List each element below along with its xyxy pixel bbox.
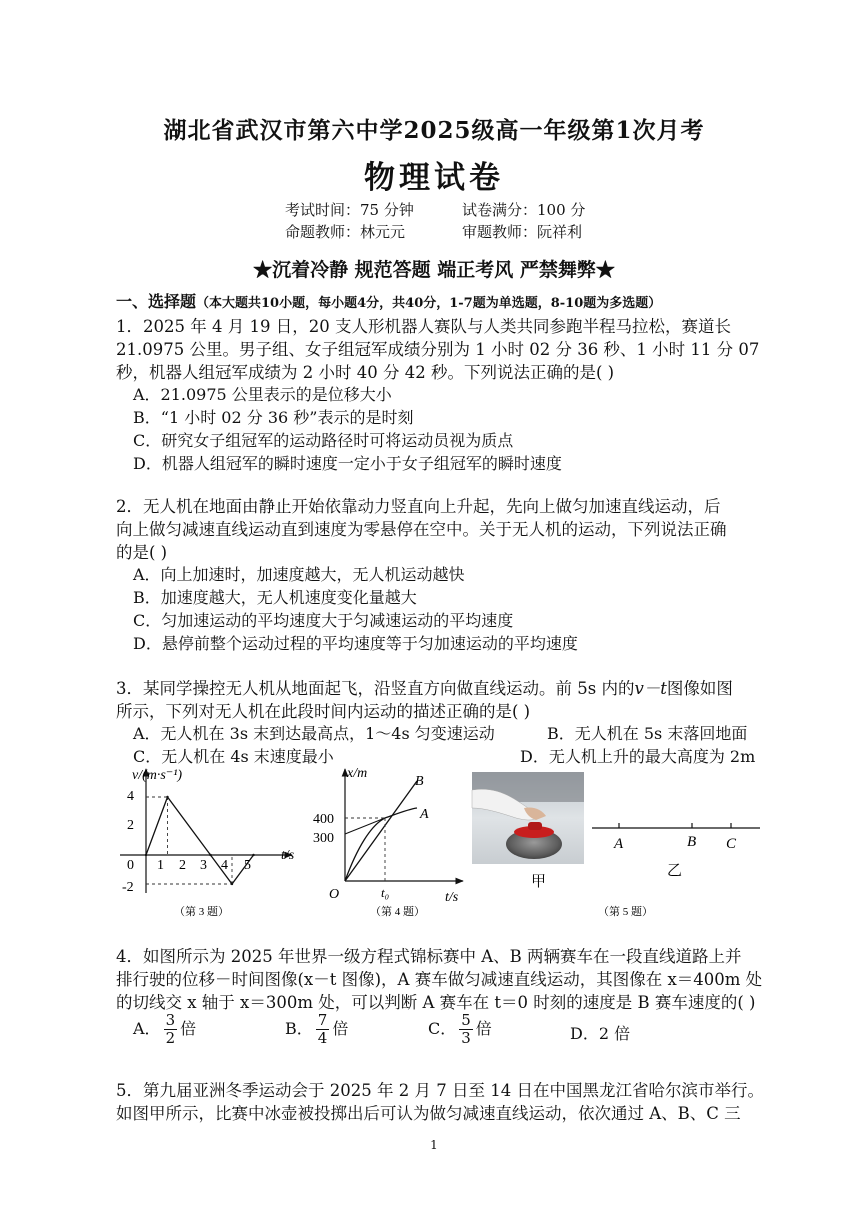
fig4-ylabel-400: 400 <box>313 812 334 827</box>
q3-option-b: B．无人机在 5s 末落回地面 <box>547 724 748 743</box>
section-heading <box>116 289 661 312</box>
q5-line-1: 5．第九届亚洲冬季运动会于 2025 年 2 月 7 日至 14 日在中国黑龙江省哈尔滨市举行。 <box>116 1081 764 1100</box>
fig3-point-2 <box>209 854 211 856</box>
fig3-caption: （第 3 题） <box>174 906 229 918</box>
exam-motto: ★沉着冷静 规范答题 端正考风 严禁舞弊★ <box>253 259 615 281</box>
q4-option-d: D．2 倍 <box>570 1024 631 1043</box>
q3-line-1: 3．某同学操控无人机从地面起飞，沿竖直方向做直线运动。前 5s 内的v－t图像如图 <box>116 679 733 698</box>
q4-option-c-fraction: $\frac{5}{3}$ <box>461 1011 471 1047</box>
fig5-figure <box>468 768 768 923</box>
full-score: 试卷满分：100 分 <box>462 201 586 219</box>
q2-line-1: 2．无人机在地面由静止开始依靠动力竖直向上升起，先向上做匀加速直线运动，后 <box>116 497 721 516</box>
section-note: （本大题共10小题，每小题4分，共40分，1-7题为单选题，8-10题为多选题） <box>196 296 662 311</box>
fig5-label-jia: 甲 <box>531 874 547 890</box>
fig4-label-b: B <box>415 774 424 789</box>
fig3-ytick-neg2: -2 <box>122 880 134 895</box>
fig5-point-a: A <box>614 836 624 852</box>
page-number: 1 <box>430 1138 438 1152</box>
fig4-ylabel-300: 300 <box>313 831 334 846</box>
fig3-xtick-4: 4 <box>221 858 228 873</box>
q1-line-2: 21.0975 公里。男子组、女子组冠军成绩分别为 1 小时 02 分 36 秒、1 小时 11 分 07 <box>116 340 760 359</box>
fig3-vt-graph <box>112 763 298 923</box>
q1-option-d: D．机器人组冠军的瞬时速度一定小于女子组冠军的瞬时速度 <box>133 454 562 473</box>
fig3-y-label: v/(m·s⁻¹) <box>132 768 183 783</box>
q4-option-b: B． $\frac{7}{4}$ 倍 <box>285 1011 349 1047</box>
exam-school-title: 湖北省武汉市第六中学2025级高一年级第1次月考 <box>163 117 705 144</box>
fig4-label-a: A <box>420 807 429 822</box>
q1-option-b: B．“1 小时 02 分 36 秒”表示的是时刻 <box>133 408 414 427</box>
exam-time: 考试时间：75 分钟 <box>285 201 414 219</box>
fig3-xtick-5: 5 <box>244 858 251 873</box>
fig4-caption: （第 4 题） <box>370 906 425 918</box>
q4-option-a-fraction: $\frac{3}{2}$ <box>165 1011 176 1047</box>
fig3-point-4 <box>252 854 254 856</box>
fig3-point-1 <box>166 796 168 798</box>
fig5-label-yi: 乙 <box>667 863 683 879</box>
fig4-tangent-line <box>345 818 385 834</box>
q3-option-c: C．无人机在 4s 末速度最小 <box>133 747 334 766</box>
fig3-xtick-1: 1 <box>157 858 164 873</box>
fig5-point-b: B <box>687 834 697 850</box>
q1-line-1: 1．2025 年 4 月 19 日，20 支人形机器人赛队与人类共同参跑半程马拉松，赛道长 <box>116 317 731 336</box>
curling-photo <box>472 772 584 864</box>
vt-symbol: v－t <box>634 679 667 698</box>
fig4-y-label: x/m <box>347 766 368 781</box>
fig4-xt-graph <box>305 763 465 923</box>
fig3-ytick-2: 2 <box>127 818 134 833</box>
q4-option-a: A． $\frac{3}{2}$ 倍 <box>133 1011 197 1047</box>
q5-line-2: 如图甲所示，比赛中冰壶被投掷出后可认为做匀减速直线运动，依次通过 A、B、C 三 <box>116 1104 741 1123</box>
fig4-line-b <box>345 781 417 881</box>
q4-line-1: 4．如图所示为 2025 年世界一级方程式锦标赛中 A、B 两辆赛车在一段直线道路上并 <box>116 947 742 966</box>
fig3-xtick-2: 2 <box>179 858 186 873</box>
q1-line-3: 秒，机器人组冠军成绩为 2 小时 40 分 42 秒。下列说法正确的是( ) <box>116 363 615 382</box>
q3-option-d: D．无人机上升的最大高度为 2m <box>520 747 756 766</box>
fig3-point-0 <box>145 854 147 856</box>
q2-option-b: B．加速度越大，无人机速度变化量越大 <box>133 588 417 607</box>
fig3-ytick-4: 4 <box>127 789 134 804</box>
section-title: 一、选择题 <box>116 292 197 311</box>
q3-line-2: 所示，下列对无人机在此段时间内运动的描述正确的是( ) <box>116 702 531 721</box>
fig5-caption: （第 5 题） <box>598 906 653 918</box>
q3-option-a: A．无人机在 3s 末到达最高点，1～4s 匀变速运动 <box>133 724 495 743</box>
reviewer-teacher: 审题教师：阮祥利 <box>462 223 583 241</box>
fig5-point-c: C <box>726 836 737 852</box>
exam-subject-title: 物理试卷 <box>364 160 504 196</box>
q4-option-c: C． $\frac{5}{3}$ 倍 <box>428 1011 492 1047</box>
fig4-curve-a <box>345 808 417 881</box>
q2-option-d: D．悬停前整个运动过程的平均速度等于匀加速运动的平均速度 <box>133 634 578 653</box>
q4-line-3: 的切线交 x 轴于 x＝300m 处，可以判断 A 赛车在 t＝0 时刻的速度是 B 赛车速度的( ) <box>116 993 756 1012</box>
q1-option-a: A．21.0975 公里表示的是位移大小 <box>133 385 392 404</box>
fig4-x-label: t/s <box>445 890 459 905</box>
fig3-x-label: t/s <box>281 848 295 863</box>
fig3-xtick-3: 3 <box>200 858 207 873</box>
q2-option-c: C．匀加速运动的平均速度大于匀减速运动的平均速度 <box>133 611 514 630</box>
q4-line-2: 排行驶的位移－时间图像(x－t 图像)，A 赛车做匀减速直线运动，其图像在 x＝400m 处 <box>116 970 763 989</box>
fig4-t0-label: t₀ <box>381 885 390 900</box>
q2-line-2: 向上做匀减速直线运动直到速度为零悬停在空中。关于无人机的运动，下列说法正确 <box>116 520 727 539</box>
setter-teacher: 命题教师：林元元 <box>285 223 406 241</box>
q2-option-a: A．向上加速时，加速度越大，无人机运动越快 <box>133 565 465 584</box>
fig4-origin: O <box>329 887 340 902</box>
q4-option-b-fraction: $\frac{7}{4}$ <box>317 1011 328 1047</box>
q2-line-3: 的是( ) <box>116 543 168 562</box>
q1-option-c: C．研究女子组冠军的运动路径时可将运动员视为质点 <box>133 431 514 450</box>
fig3-point-3 <box>231 883 233 885</box>
fig3-ytick-0: 0 <box>127 858 134 873</box>
